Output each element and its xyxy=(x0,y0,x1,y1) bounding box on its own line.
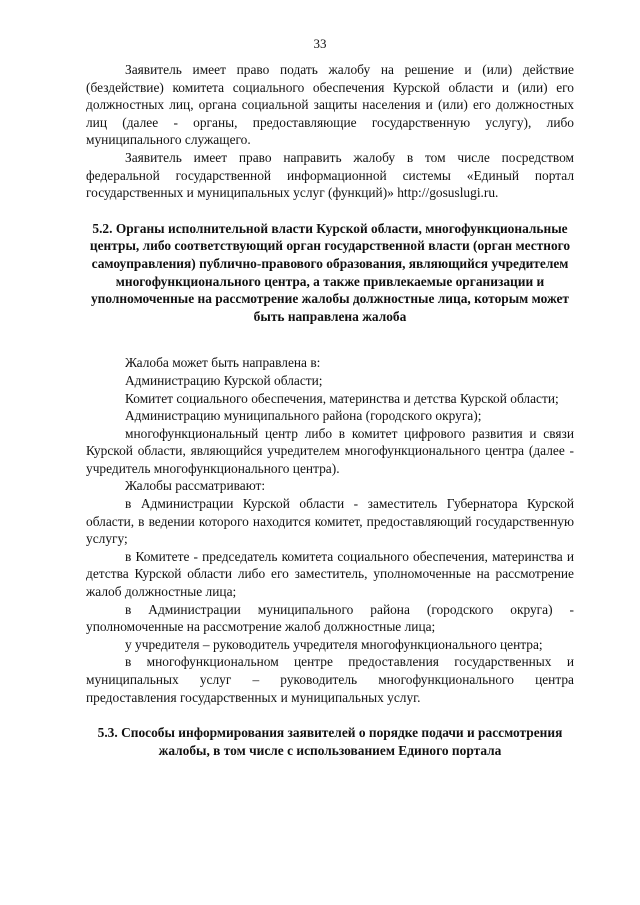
section-heading-5-3: 5.3. Способы информирования заявителей о порядке подачи и рассмотрения жалобы, в том числе с использованием Единого портала xyxy=(97,725,563,758)
section-heading-5-2: 5.2. Органы исполнительной власти Курской области, многофункциональные центры, либо соответствующий орган государственной власти (орган местного самоуправления) публично-правового образования, являющийся учредителем многофункционального центра, а также привлекаемые организации и уполномоченные на рассмотрение жалобы должностные лица, которым может быть направлена жалоба xyxy=(89,220,571,324)
paragraph: Администрацию Курской области; xyxy=(125,372,323,388)
paragraph: Жалоба может быть направлена в: xyxy=(125,355,321,371)
paragraph: в Администрации муниципального района (городского округа) - уполномоченные на рассмотрение жалоб должностные лица; xyxy=(86,601,574,635)
paragraph: многофункциональный центр либо в комитет цифрового развития и связи Курской области, являющийся учредителем многофункционального центра (далее - учредитель многофункционального центра). xyxy=(86,425,574,476)
paragraph: в Администрации Курской области - заместитель Губернатора Курской области, в ведении которого находится комитет, предоставляющий государственную услугу; xyxy=(86,496,574,547)
page-number: 33 xyxy=(313,36,327,51)
paragraph: Администрацию муниципального района (городского округа); xyxy=(125,408,482,424)
paragraph: в многофункциональном центре предоставления государственных и муниципальных услуг – руководитель многофункционального центра предоставления государственных и муниципальных услуг. xyxy=(86,654,574,705)
document-body xyxy=(86,61,574,759)
paragraph: Жалобы рассматривают: xyxy=(125,478,266,494)
paragraph: Заявитель имеет право направить жалобу в том числе посредством федеральной государственной информационной системы «Единый портал государственных и муниципальных услуг (функций)» http://gosuslugi.ru. xyxy=(86,149,574,201)
paragraph: в Комитете - председатель комитета социального обеспечения, материнства и детства Курской области либо его заместитель, уполномоченные на рассмотрение жалоб должностные лица; xyxy=(86,548,574,600)
paragraph: Заявитель имеет право подать жалобу на решение и (или) действие (бездействие) комитета социального обеспечения Курской области и (или) его должностных лиц, органа социальной защиты населения и (или) его должностных лиц (далее - органы, предоставляющие государственную услугу), либо муниципального служащего. xyxy=(86,62,574,148)
paragraph: Комитет социального обеспечения, материнства и детства Курской области; xyxy=(125,390,559,406)
paragraph: у учредителя – руководитель учредителя многофункционального центра; xyxy=(125,636,543,652)
